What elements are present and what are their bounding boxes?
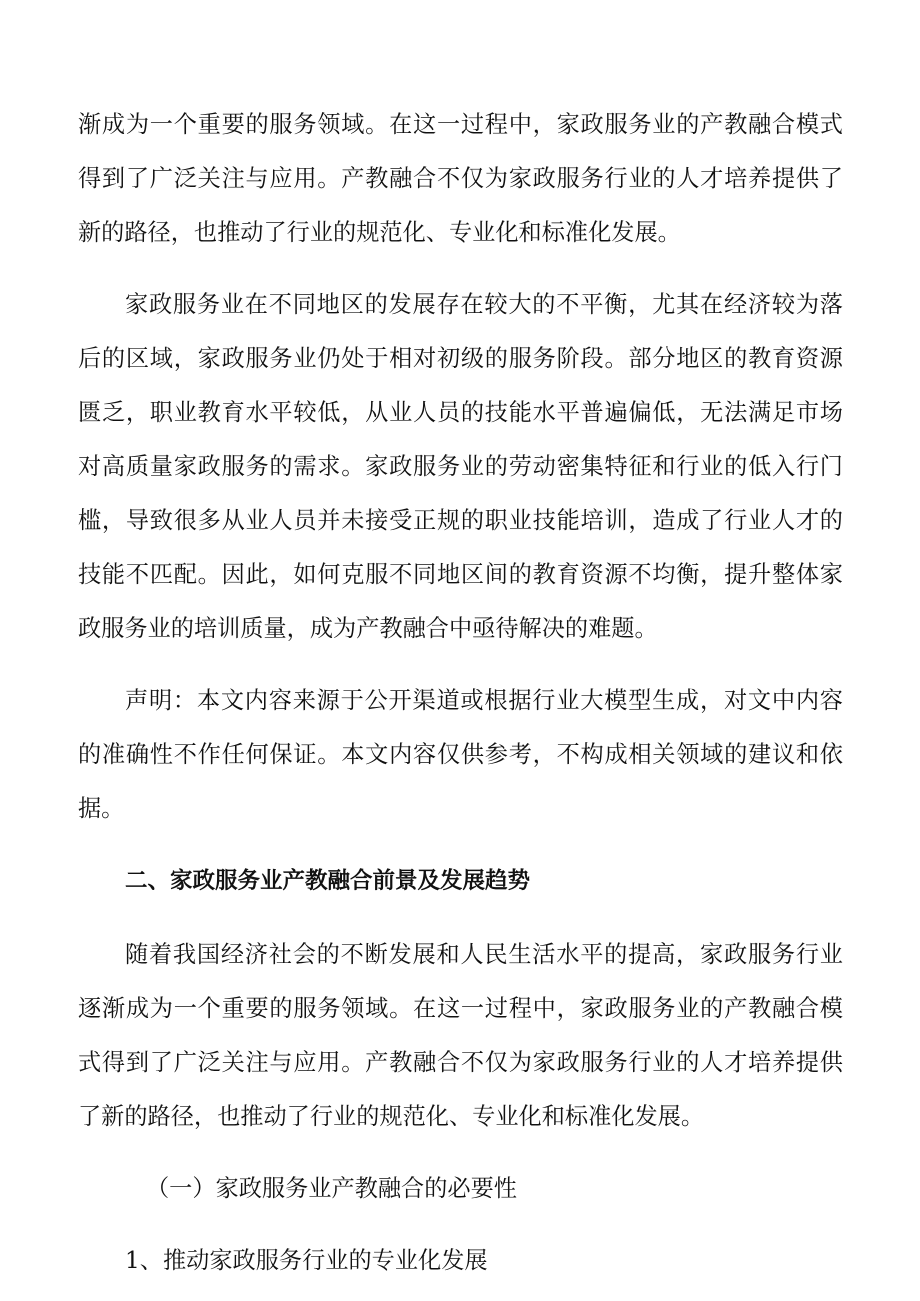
section-heading: 二、家政服务业产教融合前景及发展趋势 bbox=[125, 868, 531, 894]
paragraph-continued: 渐成为一个重要的服务领域。在这一过程中，家政服务业的产教融合模式得到了广泛关注与应用。产教融合不仅为家政服务行业的人才培养提供了新的路径，也推动了行业的规范化、专业化和标准化发展。 bbox=[78, 111, 843, 246]
disclaimer-paragraph: 声明：本文内容来源于公开渠道或根据行业大模型生成，对文中内容的准确性不作任何保证。本文内容仅供参考，不构成相关领域的建议和依据。 bbox=[78, 687, 843, 822]
document-body bbox=[78, 98, 843, 1288]
section-intro-paragraph: 随着我国经济社会的不断发展和人民生活水平的提高，家政服务行业逐渐成为一个重要的服务领域。在这一过程中，家政服务业的产教融合模式得到了广泛关注与应用。产教融合不仅为家政服务行业的人才培养提供了新的路径，也推动了行业的规范化、专业化和标准化发展。 bbox=[78, 941, 843, 1130]
subsection-heading: （一）家政服务业产教融合的必要性 bbox=[146, 1175, 517, 1202]
paragraph-regional-imbalance: 家政服务业在不同地区的发展存在较大的不平衡，尤其在经济较为落后的区域，家政服务业仍处于相对初级的服务阶段。部分地区的教育资源匮乏，职业教育水平较低，从业人员的技能水平普遍偏低，无法满足市场对高质量家政服务的需求。家政服务业的劳动密集特征和行业的低入行门槛，导致很多从业人员并未接受正规的职业技能培训，造成了行业人才的技能不匹配。因此，如何克服不同地区间的教育资源不均衡，提升整体家政服务业的培训质量，成为产教融合中亟待解决的难题。 bbox=[78, 291, 843, 642]
item-heading: 1、推动家政服务行业的专业化发展 bbox=[125, 1247, 488, 1274]
